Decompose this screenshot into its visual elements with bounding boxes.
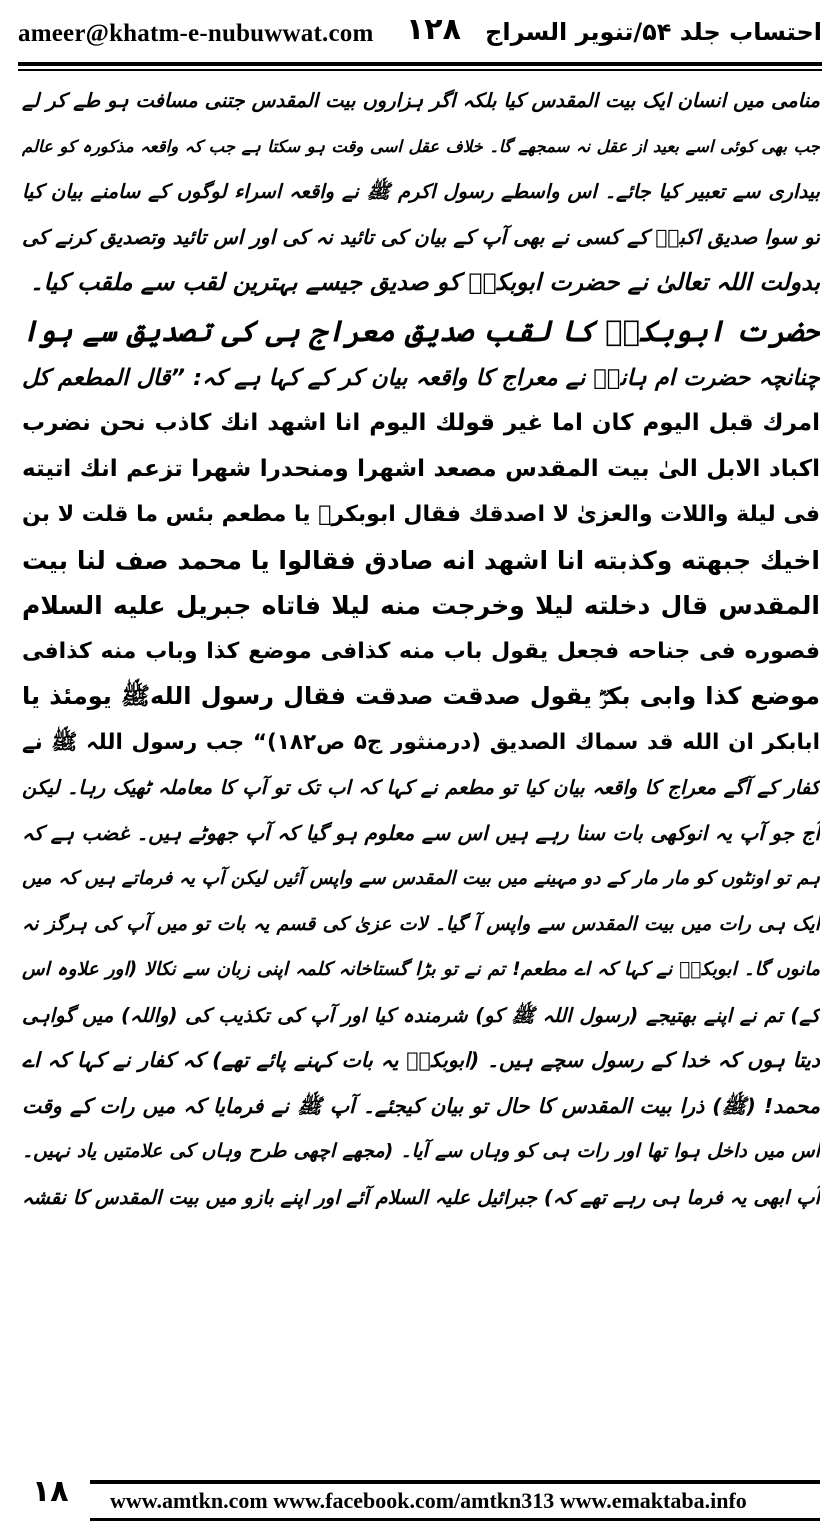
footer-rule-bottom: [90, 1518, 820, 1521]
text-line: آج جو آپ یہ انوکھی بات سنا رہے ہیں اس سے معلوم ہو گیا کہ آپ جھوٹے ہیں۔ غضب ہے کہ: [22, 820, 820, 845]
body-text: [22, 78, 820, 1220]
text-line: منامی میں انسان ایک بیت المقدس کیا بلکہ اگر ہزاروں بیت المقدس جتنی مسافت ہو طے کر لے: [22, 89, 820, 112]
text-line: بدولت اللہ تعالیٰ نے حضرت ابوبکرؓ کو صدیق جیسے بہترین لقب سے ملقب کیا۔: [29, 268, 820, 296]
text-line: فى ليلة واللات والعزىٰ لا اصدقك فقال ابوبكرؓ يا مطعم بئس ما قلت لا بن: [22, 502, 820, 527]
header-rule-thin: [18, 69, 822, 71]
text-line: مانوں گا۔ ابوبکرؓ نے کہا کہ اے مطعم! تم نے تو بڑا گستاخانہ کلمہ اپنی زبان سے نکالا (اور علاوہ اس: [22, 959, 820, 980]
text-line: موضع كذا وابى بكرؓ يقول صدقت صدقت فقال رسول اللهﷺ يومئذ يا: [22, 682, 820, 710]
text-line: جب بھی کوئی اسے بعید از عقل نہ سمجھے گا۔ خلاف عقل اسی وقت ہو سکتا ہے جب کہ واقعہ مذکورہ کو عالم: [22, 136, 820, 156]
footer-page-number: ۱۸: [32, 1474, 69, 1509]
footer-rule-top: [90, 1480, 820, 1484]
text-line: محمد! (ﷺ) ذرا بیت المقدس کا حال تو بیان کیجئے۔ آپ ﷺ نے فرمایا کہ میں رات کے وقت: [22, 1093, 820, 1118]
text-line: امرك قبل اليوم كان اما غير قولك اليوم انا اشهد انك كاذب نحن نضرب: [22, 410, 820, 436]
text-line: ابابكر ان الله قد سماك الصديق (درمنثور ج۵ ص۱۸۲)“ جب رسول اللہ ﷺ نے: [22, 729, 820, 755]
text-line: کفار کے آگے معراج کا واقعہ بیان کیا تو مطعم نے کہا کہ اب تک تو آپ کا معاملہ ٹھیک رہا۔ لیکن: [22, 776, 820, 799]
text-line: المقدس قال دخلته ليلا وخرجت منه ليلا فاتاه جبريل عليه السلام: [22, 591, 820, 620]
text-line: تو سوا صدیق اکبرؓ کے کسی نے بھی آپ کے بیان کی تائید نہ کی اور اس تائید وتصدیق کرنے کی: [22, 224, 820, 249]
text-line: اكباد الابل الىٰ بيت المقدس مصعد اشهرا ومنحدرا شهرا تزعم انك اتيته: [22, 455, 820, 482]
footer-website-links: www.amtkn.com www.facebook.com/amtkn313 www.emaktaba.info: [110, 1488, 747, 1513]
header-page-number: ۱۲۸: [406, 12, 461, 47]
header-rule-thick: [18, 62, 822, 66]
page-header: [18, 6, 822, 62]
section-heading: حضرت ابوبکرؓ کا لقب صدیق معراج ہی کی تصدیق سے ہوا: [22, 313, 820, 348]
text-line: ایک ہی رات میں بیت المقدس سے واپس آ گیا۔ لات عزیٰ کی قسم یہ بات تو میں آپ کی ہرگز نہ: [22, 912, 820, 935]
page-footer: [20, 1470, 820, 1528]
text-line: اس میں داخل ہوا تھا اور رات ہی کو وہاں سے آیا۔ (مجھے اچھی طرح وہاں کی علامتیں یاد نہیں۔: [22, 1140, 820, 1162]
text-line: بیداری سے تعبیر کیا جائے۔ اس واسطے رسول اکرم ﷺ نے واقعہ اسراء لوگوں کے سامنے بیان کیا: [22, 180, 820, 203]
text-line: ہم تو اونٹوں کو مار مار کے دو مہینے میں بیت المقدس سے واپس آئیں لیکن آپ یہ فرماتے ہیں کہ میں: [22, 868, 820, 889]
text-line: فصوره فى جناحه فجعل يقول باب منه كذافى موضع كذا وباب منه كذافى: [22, 638, 820, 664]
text-line: آپ ابھی یہ فرما ہی رہے تھے کہ) جبرائیل علیہ السلام آئے اور اپنے بازو میں بیت المقدس کا نقشہ: [22, 1185, 820, 1209]
text-line: کے) تم نے اپنے بھتیجے (رسول اللہ ﷺ کو) شرمندہ کیا اور آپ کی تکذیب کی (واللہ) میں گواہی: [22, 1003, 820, 1027]
text-line: چنانچہ حضرت ام ہانیؓ نے معراج کا واقعہ بیان کر کے کہا ہے کہ: ”قال المطعم کل: [22, 364, 820, 391]
header-book-title: احتساب جلد ۵۴/تنویر السراج: [485, 18, 822, 46]
text-line: دیتا ہوں کہ خدا کے رسول سچے ہیں۔ (ابوبکرؓ یہ بات کہنے پائے تھے) کہ کفار نے کہا کہ اے: [22, 1048, 820, 1072]
header-email: ameer@khatm-e-nubuwwat.com: [18, 20, 374, 47]
text-line: اخيك جبهته وكذبته انا اشهد انه صادق فقالوا يا محمد صف لنا بيت: [22, 545, 820, 575]
